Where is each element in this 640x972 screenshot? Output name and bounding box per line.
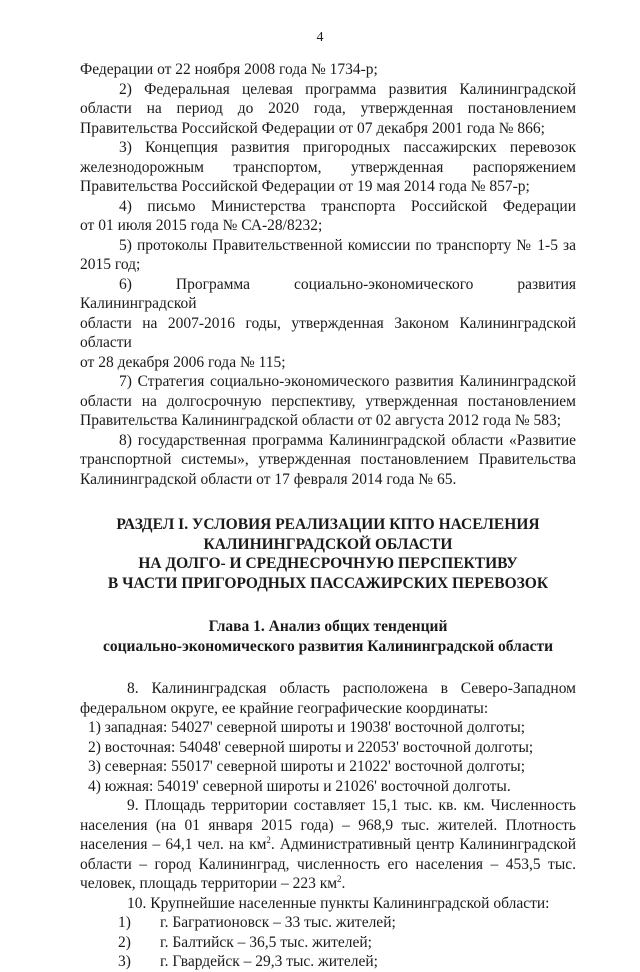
list-item: 2) Федеральная целевая программа развития Калининградской [119,80,576,98]
city-number: 3) [118,953,131,970]
superscript: 2 [266,834,271,845]
list-item: 6) Программа социально-экономического развития Калининградской [80,275,576,312]
city-text: г. Багратионовск – 33 тыс. жителей; [160,914,396,931]
city-number: 2) [118,933,131,951]
list-item: 7) Стратегия социально-экономического развития Калининградской [119,373,576,390]
section-heading-line: НА ДОЛГО- И СРЕДНЕСРОЧНУЮ ПЕРСПЕКТИВУ [138,555,518,572]
text-fragment: . [341,875,346,892]
coordinate-item: 4) южная: 54019' северной широты и 21026' восточной долготы. [88,777,511,795]
list-item-continuation: Федерации от 22 ноября 2008 года № 1734-р; [80,61,378,78]
list-item-line: транспортной системы», утвержденная постановлением Правительства [80,451,576,468]
list-item-line: Калининградской области от 17 февраля 2014 года № 65. [80,470,457,488]
section-heading-line: КАЛИНИНГРАДСКОЙ ОБЛАСТИ [203,535,453,553]
paragraph-line: федеральном округе, ее крайние географические координаты: [80,699,489,717]
paragraph-line [80,835,576,855]
text-fragment: населения – 64,1 чел. на км [80,836,267,853]
coordinate-item: 3) северная: 55017' северной широты и 21022' восточной долготы; [88,758,526,775]
list-item-line: области на период до 2020 года, утвержденная постановлением [80,100,576,117]
paragraph-line: области – город Калининград, численность его населения – 453,5 тыс. [80,855,576,873]
list-item-line: Правительства Российской Федерации от 19 мая 2014 года № 857-р; [80,178,530,195]
list-item-line: железнодорожным транспортом, утвержденная распоряжением [80,158,576,176]
list-item-line: Правительства Российской Федерации от 07 декабря 2001 года № 866; [80,119,545,137]
document-body [80,60,576,972]
list-item: 4) письмо Министерства транспорта Российской Федерации [119,197,576,215]
list-item: 5) протоколы Правительственной комиссии по транспорту № 1-5 за [119,236,576,254]
paragraph-9 [80,796,576,894]
paragraph-line [80,874,576,894]
city-text: г. Гвардейск – 29,3 тыс. жителей; [160,953,378,970]
text-fragment: . Административный центр Калининградской [270,836,576,853]
list-item-line: от 01 июля 2015 года № СА-28/8232; [80,217,323,234]
paragraph-line: 9. Площадь территории составляет 15,1 тыс. кв. км. Численность [127,797,576,814]
list-item-line: Правительства Калининградской области от 02 августа 2012 года № 583; [80,412,562,429]
city-text: г. Балтийск – 36,5 тыс. жителей; [160,933,372,951]
list-item: 3) Концепция развития пригородных пассажирских перевозок [119,139,576,156]
section-heading-line: РАЗДЕЛ I. УСЛОВИЯ РЕАЛИЗАЦИИ КПТО НАСЕЛЕНИЯ [116,516,540,533]
text-fragment: человек, площадь территории – 223 км [80,875,338,892]
section-heading-line: В ЧАСТИ ПРИГОРОДНЫХ ПАССАЖИРСКИХ ПЕРЕВОЗОК [107,574,549,592]
list-item-line: области на долгосрочную перспективу, утвержденная постановлением [80,392,576,410]
paragraph-line: населения (на 01 января 2015 года) – 968,9 тыс. жителей. Плотность [80,816,576,834]
city-item [80,933,576,953]
city-number: 1) [118,914,131,931]
list-item-line: 2015 год; [80,256,141,273]
list-item-line: от 28 декабря 2006 года № 115; [80,353,286,371]
paragraph-line: 10. Крупнейшие населенные пункты Калининградской области: [127,894,550,912]
coordinate-item: 2) восточная: 54048' северной широты и 22053' восточной долготы; [88,738,534,756]
city-item [80,913,576,933]
legal-basis-list [80,60,576,489]
list-item: 8) государственная программа Калининградской области «Развитие [119,431,576,449]
coordinate-item: 1) западная: 54027' северной широты и 19038' восточной долготы; [88,719,526,736]
superscript: 2 [337,873,342,884]
city-item [80,952,576,972]
chapter-heading-line: Глава 1. Анализ общих тенденций [208,618,448,635]
page-number: 4 [316,30,324,45]
list-item-line: области на 2007-2016 годы, утвержденная Законом Калининградской области [80,314,576,351]
chapter-heading-line: социально-экономического развития Калининградской области [102,638,554,655]
paragraph-8 [80,679,576,796]
section-heading [80,515,576,593]
paragraph-line: 8. Калининградская область расположена в Северо-Западном [127,680,576,697]
chapter-heading [80,617,576,657]
paragraph-10 [80,894,576,972]
